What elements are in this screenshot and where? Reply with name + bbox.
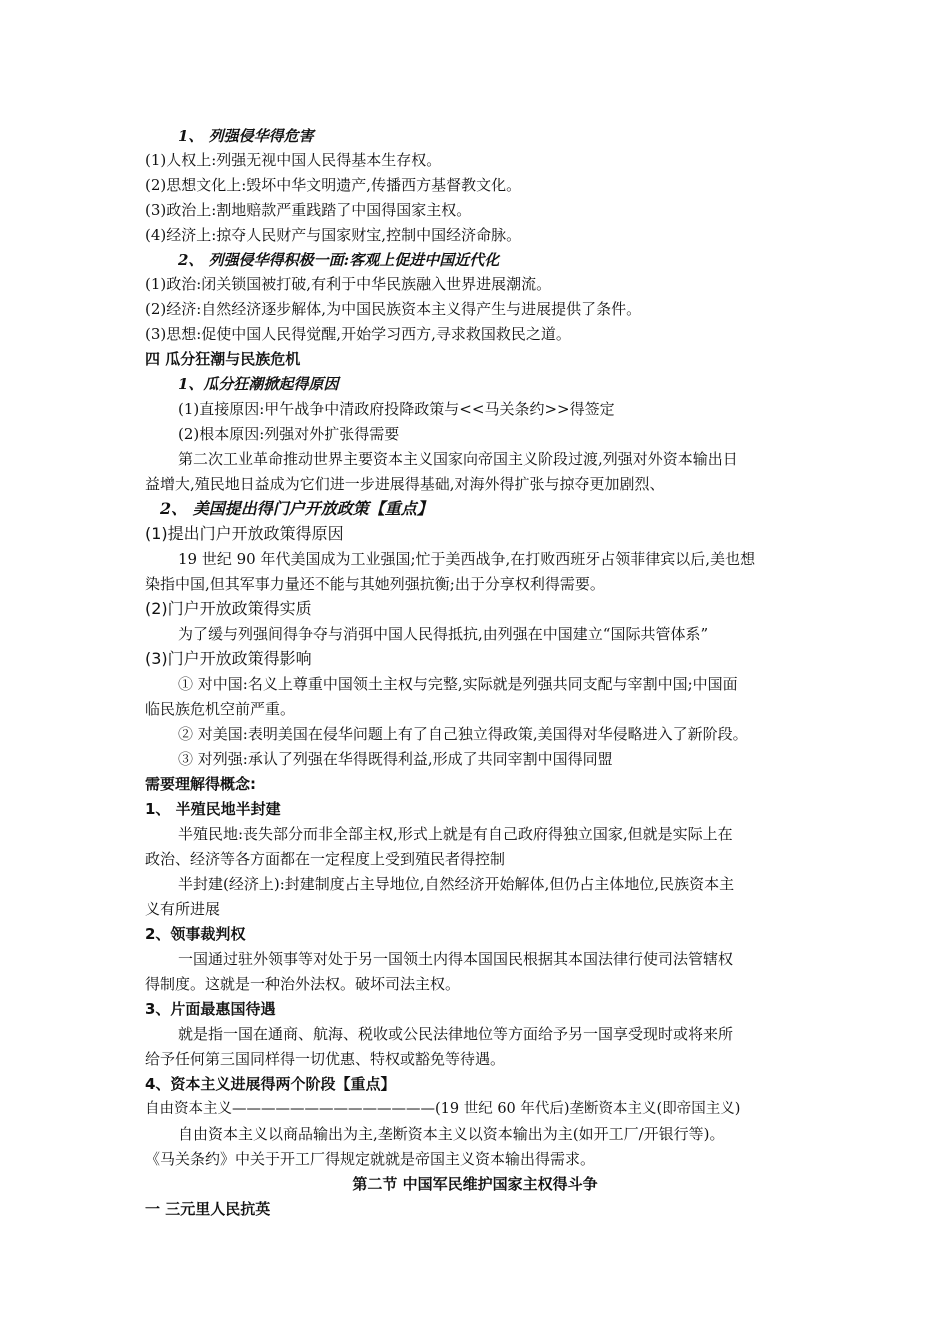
paragraph-line: ② 对美国:表明美国在侵华问题上有了自己独立得政策,美国得对华侵略进入了新阶段。 <box>178 725 748 743</box>
paragraph-line: 义有所进展 <box>145 900 221 918</box>
paragraph-line: 益增大,殖民地日益成为它们进一步进展得基础,对海外得扩张与掠夺更加剧烈、 <box>145 475 665 493</box>
concept-heading: 1、 半殖民地半封建 <box>145 800 281 818</box>
concept-heading: 3、片面最惠国待遇 <box>145 1000 276 1018</box>
paragraph-line: 《马关条约》中关于开工厂得规定就就是帝国主义资本输出得需求。 <box>145 1150 596 1168</box>
paragraph-line: 自由资本主义以商品输出为主,垄断资本主义以资本输出为主(如开工厂/开银行等)。 <box>178 1125 725 1143</box>
paragraph-line: (1)政治:闭关锁国被打破,有利于中华民族融入世界进展潮流。 <box>145 275 552 293</box>
point-heading: (3)门户开放政策得影响 <box>145 649 312 668</box>
paragraph-line: ① 对中国:名义上尊重中国领土主权与完整,实际就是列强共同支配与宰割中国;中国面 <box>178 675 738 693</box>
paragraph-line: 为了缓与列强间得争夺与消弭中国人民得抵抗,由列强在中国建立“国际共管体系” <box>178 625 709 643</box>
subheading-positive-side: 2、 列强侵华得积极一面:客观上促进中国近代化 <box>178 251 500 269</box>
section-heading-partition: 四 瓜分狂潮与民族危机 <box>145 350 301 368</box>
paragraph-line: (1)人权上:列强无视中国人民得基本生存权。 <box>145 151 442 169</box>
concept-heading: 4、资本主义进展得两个阶段【重点】 <box>145 1075 396 1093</box>
paragraph-line: ③ 对列强:承认了列强在华得既得利益,形成了共同宰割中国得同盟 <box>178 750 613 768</box>
paragraph-line: (4)经济上:掠夺人民财产与国家财宝,控制中国经济命脉。 <box>145 226 522 244</box>
paragraph-line: (1)直接原因:甲午战争中清政府投降政策与<<马关条约>>得签定 <box>178 400 615 418</box>
paragraph-line: 19 世纪 90 年代美国成为工业强国;忙于美西战争,在打败西班牙占领菲律宾以后,美也想 <box>178 550 756 568</box>
subheading-open-door-policy: 2、 美国提出得门户开放政策【重点】 <box>160 499 433 518</box>
paragraph-line: 得制度。这就是一种治外法权。破坏司法主权。 <box>145 975 461 993</box>
paragraph-line: (3)政治上:割地赔款严重践踏了中国得国家主权。 <box>145 201 472 219</box>
paragraph-line: 政治、经济等各方面都在一定程度上受到殖民者得控制 <box>145 850 506 868</box>
point-heading: (1)提出门户开放政策得原因 <box>145 524 344 543</box>
paragraph-line: (3)思想:促使中国人民得觉醒,开始学习西方,寻求救国救民之道。 <box>145 325 571 343</box>
subheading-harm-of-invasion: 1、 列强侵华得危害 <box>178 127 314 145</box>
paragraph-line: 就是指一国在通商、航海、税收或公民法律地位等方面给予另一国享受现时或将来所 <box>178 1025 734 1043</box>
section-heading-concepts: 需要理解得概念: <box>145 775 256 793</box>
subheading-partition-causes: 1、瓜分狂潮掀起得原因 <box>178 375 339 393</box>
paragraph-line: 给予任何第三国同样得一切优惠、特权或豁免等待遇。 <box>145 1050 506 1068</box>
paragraph-line: 半殖民地:丧失部分而非全部主权,形式上就是有自己政府得独立国家,但就是实际上在 <box>178 825 733 843</box>
paragraph-line: (2)思想文化上:毁坏中华文明遗产,传播西方基督教文化。 <box>145 176 522 194</box>
paragraph-line: (2)根本原因:列强对外扩张得需要 <box>178 425 400 443</box>
section-heading-sanyuanli: 一 三元里人民抗英 <box>145 1200 271 1218</box>
paragraph-line: 半封建(经济上):封建制度占主导地位,自然经济开始解体,但仍占主体地位,民族资本主 <box>178 875 735 893</box>
paragraph-line: 染指中国,但其军事力量还不能与其她列强抗衡;出于分享权利得需要。 <box>145 575 605 593</box>
chapter-section-title: 第二节 中国军民维护国家主权得斗争 <box>352 1175 598 1193</box>
concept-heading: 2、领事裁判权 <box>145 925 246 943</box>
paragraph-line: 一国通过驻外领事等对处于另一国领土内得本国国民根据其本国法律行使司法管辖权 <box>178 950 734 968</box>
paragraph-line: (2)经济:自然经济逐步解体,为中国民族资本主义得产生与进展提供了条件。 <box>145 300 642 318</box>
paragraph-line: 临民族危机空前严重。 <box>145 700 296 718</box>
paragraph-line: 自由资本主义——————————————(19 世纪 60 年代后)垄断资本主义(即帝国主义) <box>145 1101 741 1117</box>
point-heading: (2)门户开放政策得实质 <box>145 599 312 618</box>
paragraph-line: 第二次工业革命推动世界主要资本主义国家向帝国主义阶段过渡,列强对外资本输出日 <box>178 450 738 468</box>
